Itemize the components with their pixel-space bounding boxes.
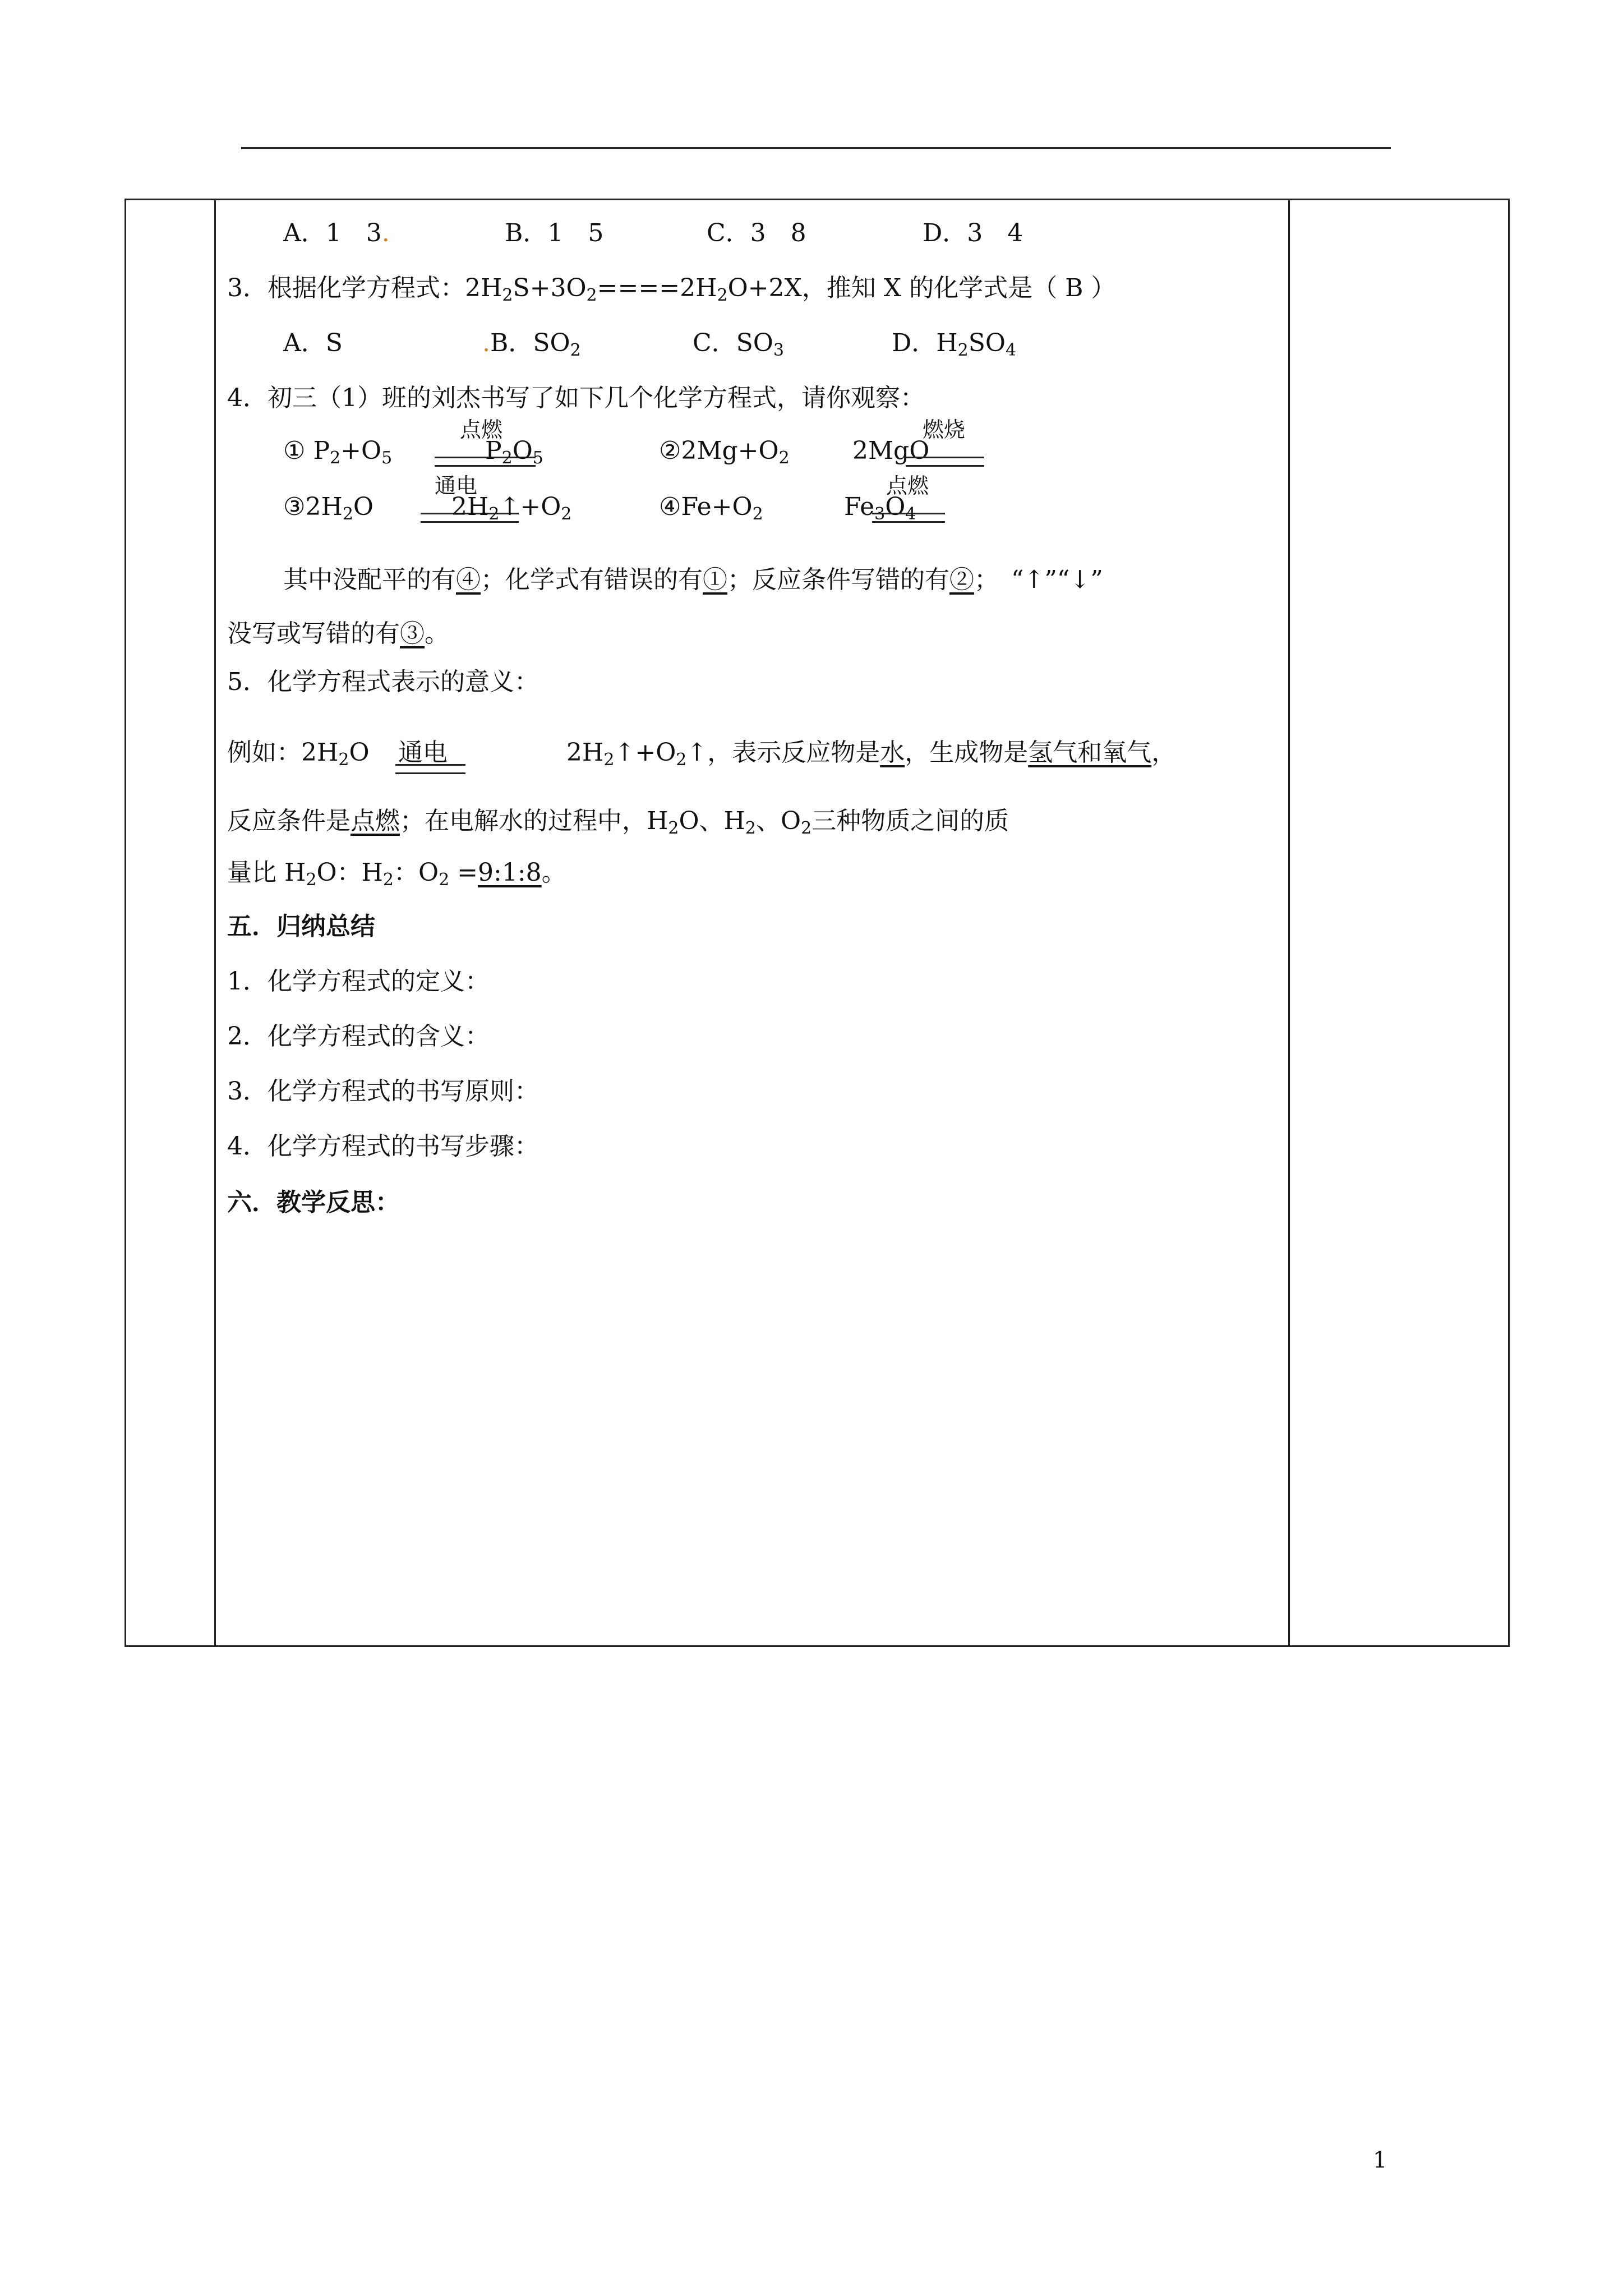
q5-line-2: 反应条件是点燃；在电解水的过程中，$H_2O$、$H_2$、$O_2$三种物质之间的质 <box>227 807 1009 838</box>
answer-mass-ratio: 9:1:8 <box>478 858 542 887</box>
q2-option-a: A．1 3 <box>283 219 382 247</box>
equation-4-double-line <box>872 513 945 523</box>
q4-summary-line-1: 其中没配平的有④；化学式有错误的有①；反应条件写错的有②； “↑”“↓” <box>283 565 1103 594</box>
q2-option-c: C．3 8 <box>707 219 806 247</box>
orange-dot-mark: . <box>381 219 390 247</box>
q5-condition: 通电 <box>398 738 448 767</box>
q5-line-3: 量比 $H_2O$：$H_2$：$O_2$ =9:1:8。 <box>227 858 566 890</box>
equation-2-lhs: $②2Mg+O_2$ <box>659 436 790 468</box>
answer-wrong-condition: ② <box>949 565 974 594</box>
q3-option-c: C．$SO_3$ <box>693 329 784 360</box>
q2-option-b: B．1 5 <box>505 219 604 247</box>
answer-missing-arrow: ③ <box>400 619 425 648</box>
answer-wrong-formula: ① <box>703 565 727 594</box>
equation-1-condition: 点燃 <box>460 417 503 442</box>
table-column-divider-left <box>214 200 216 1645</box>
answer-condition: 点燃 <box>351 807 400 835</box>
q5-double-line <box>395 764 465 774</box>
equation-2-double-line <box>906 457 984 467</box>
q5-example-line: 例如：$2H_2O$ 通电 $2H_2↑+O_2↑$，表示反应物是水，生成物是氢气和氧气， <box>227 736 1281 770</box>
equation-2-rhs: 2MgO <box>852 436 930 465</box>
answer-products: 氢气和氧气 <box>1028 738 1152 767</box>
equation-1-rhs: $P_2O_5$ <box>485 436 543 468</box>
q3-option-d: D．$H_2SO_4$ <box>892 329 1017 360</box>
equation-4-rhs: $Fe_3O_4$ <box>844 493 916 524</box>
q5-title: 5．化学方程式表示的意义： <box>227 668 539 696</box>
table-column-divider-right <box>1288 200 1290 1645</box>
section-5-heading: 五．归纳总结 <box>227 912 375 941</box>
summary-item-2: 2．化学方程式的含义： <box>227 1022 490 1051</box>
q4-equations-row-1 <box>283 417 1068 468</box>
equation-3-rhs: $2H_2↑+O_2$ <box>451 493 572 524</box>
equation-2-condition: 燃烧 <box>923 417 966 442</box>
q4-summary-line-2: 没写或写错的有③。 <box>227 619 449 648</box>
answer-unbalanced: ④ <box>456 565 481 594</box>
q2-option-d: D．3 4 <box>923 219 1023 247</box>
q3-option-a: A．S <box>283 329 343 357</box>
page-number: 1 <box>1373 2147 1387 2173</box>
equation-3-condition: 通电 <box>435 473 478 498</box>
equation-1-lhs: ① $P_2+O_5$ <box>283 436 393 468</box>
equation-4-condition: 点燃 <box>886 473 929 498</box>
q3-question: 3．根据化学方程式：$2H_2S+3O_2====2H_2O+2X$，推知 X 的化学式是（ B ） <box>227 274 1116 305</box>
q4-intro: 4．初三（1）班的刘杰书写了如下几个化学方程式，请你观察： <box>227 384 925 412</box>
q3-option-b: .B．$SO_2$ <box>482 329 581 360</box>
header-rule <box>241 147 1391 149</box>
equation-3-lhs: $③2H_2O$ <box>283 493 374 524</box>
summary-item-1: 1．化学方程式的定义： <box>227 967 490 996</box>
summary-item-3: 3．化学方程式的书写原则： <box>227 1077 539 1106</box>
answer-reactant: 水 <box>880 738 905 767</box>
summary-item-4: 4．化学方程式的书写步骤： <box>227 1132 539 1161</box>
section-6-heading: 六．教学反思： <box>227 1188 400 1217</box>
q4-equations-row-2 <box>283 473 1068 524</box>
equation-4-lhs: $④Fe+O_2$ <box>659 493 763 524</box>
